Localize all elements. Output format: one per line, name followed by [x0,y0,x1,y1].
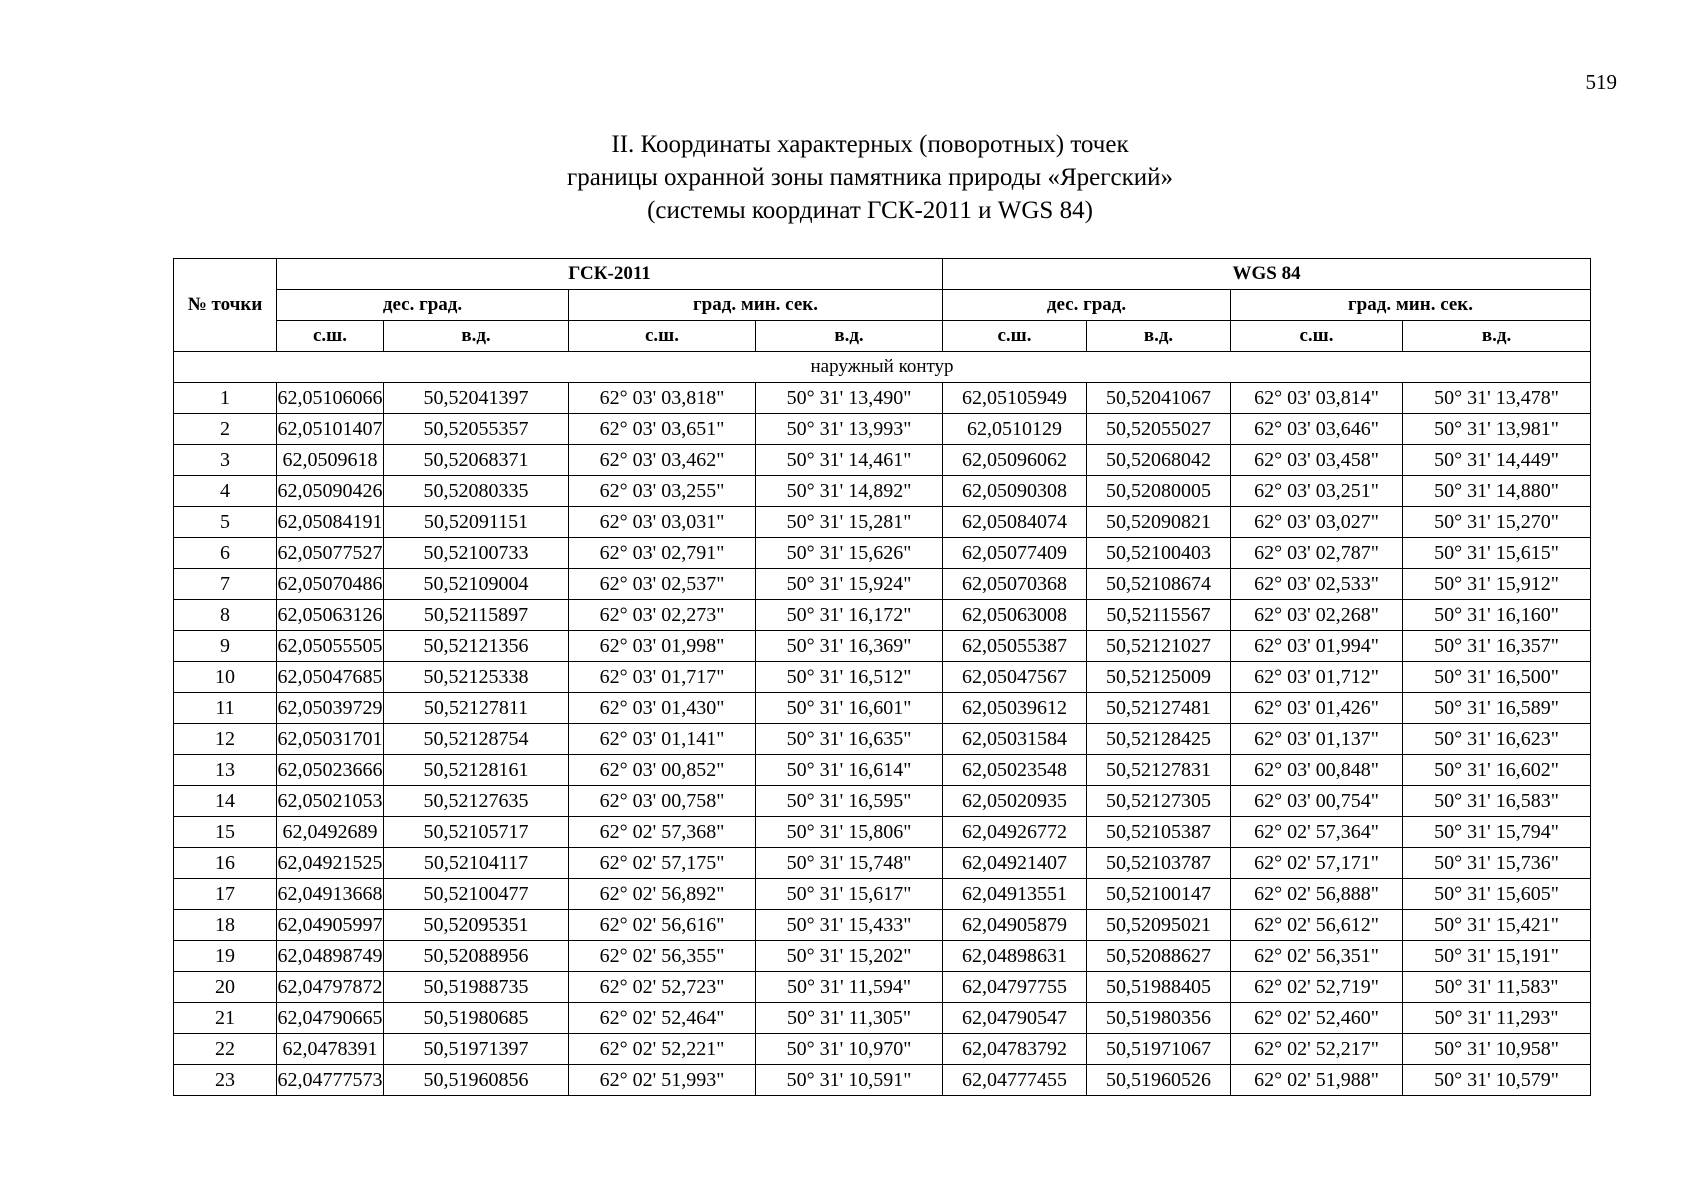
table-row [174,538,1591,569]
cell-wgs-dec-lon: 50,52100403 [1087,538,1231,569]
cell-wgs-dms-lon: 50° 31' 11,293" [1403,1003,1591,1034]
cell-gsk-dec-lon: 50,52128161 [384,755,569,786]
cell-gsk-dms-lon: 50° 31' 15,626" [756,538,943,569]
cell-point-number: 11 [174,693,277,724]
cell-point-number: 22 [174,1034,277,1065]
cell-gsk-dms-lat: 62° 03' 00,852" [569,755,756,786]
cell-wgs-dms-lon: 50° 31' 14,449" [1403,445,1591,476]
cell-wgs-dec-lat: 62,04790547 [943,1003,1087,1034]
cell-gsk-dms-lon: 50° 31' 15,806" [756,817,943,848]
cell-wgs-dec-lat: 62,05077409 [943,538,1087,569]
cell-gsk-dms-lon: 50° 31' 15,748" [756,848,943,879]
cell-wgs-dec-lon: 50,51988405 [1087,972,1231,1003]
cell-wgs-dec-lat: 62,04797755 [943,972,1087,1003]
cell-wgs-dec-lon: 50,52055027 [1087,414,1231,445]
cell-point-number: 17 [174,879,277,910]
cell-gsk-dms-lat: 62° 03' 01,717" [569,662,756,693]
cell-gsk-dec-lon: 50,52115897 [384,600,569,631]
document-title [160,128,1580,227]
cell-point-number: 4 [174,476,277,507]
cell-gsk-dms-lon: 50° 31' 16,512" [756,662,943,693]
cell-gsk-dms-lat: 62° 03' 01,998" [569,631,756,662]
cell-point-number: 18 [174,910,277,941]
cell-wgs-dms-lon: 50° 31' 15,912" [1403,569,1591,600]
cell-wgs-dms-lon: 50° 31' 15,421" [1403,910,1591,941]
cell-gsk-dms-lon: 50° 31' 10,970" [756,1034,943,1065]
table-row [174,972,1591,1003]
cell-gsk-dec-lat: 62,05021053 [277,786,384,817]
cell-wgs-dms-lat: 62° 02' 56,351" [1231,941,1403,972]
cell-gsk-dec-lon: 50,52128754 [384,724,569,755]
cell-wgs-dms-lon: 50° 31' 16,500" [1403,662,1591,693]
header-lat: с.ш. [569,321,756,352]
cell-wgs-dms-lon: 50° 31' 16,160" [1403,600,1591,631]
cell-gsk-dec-lon: 50,52105717 [384,817,569,848]
cell-gsk-dec-lat: 62,05090426 [277,476,384,507]
cell-gsk-dms-lat: 62° 03' 03,818" [569,383,756,414]
cell-gsk-dms-lat: 62° 03' 01,430" [569,693,756,724]
header-gsk-dec-deg: дес. град. [277,290,569,321]
cell-wgs-dms-lat: 62° 02' 51,988" [1231,1065,1403,1096]
cell-wgs-dms-lat: 62° 02' 52,460" [1231,1003,1403,1034]
cell-gsk-dec-lat: 62,05023666 [277,755,384,786]
cell-point-number: 16 [174,848,277,879]
cell-gsk-dms-lat: 62° 02' 57,368" [569,817,756,848]
cell-wgs-dms-lon: 50° 31' 15,191" [1403,941,1591,972]
table-row [174,786,1591,817]
header-gsk-dms: град. мин. сек. [569,290,943,321]
cell-wgs-dms-lon: 50° 31' 13,478" [1403,383,1591,414]
cell-wgs-dec-lon: 50,52041067 [1087,383,1231,414]
cell-point-number: 15 [174,817,277,848]
cell-wgs-dms-lon: 50° 31' 15,270" [1403,507,1591,538]
cell-gsk-dec-lon: 50,52095351 [384,910,569,941]
cell-gsk-dms-lat: 62° 03' 00,758" [569,786,756,817]
cell-wgs-dec-lat: 62,05055387 [943,631,1087,662]
table-header [174,259,1591,352]
cell-gsk-dec-lat: 62,0478391 [277,1034,384,1065]
cell-gsk-dec-lat: 62,04777573 [277,1065,384,1096]
cell-wgs-dec-lon: 50,51971067 [1087,1034,1231,1065]
cell-wgs-dms-lon: 50° 31' 13,981" [1403,414,1591,445]
cell-gsk-dec-lon: 50,52109004 [384,569,569,600]
cell-wgs-dms-lat: 62° 03' 01,137" [1231,724,1403,755]
cell-point-number: 20 [174,972,277,1003]
cell-wgs-dms-lat: 62° 02' 56,888" [1231,879,1403,910]
table-row [174,848,1591,879]
cell-gsk-dec-lon: 50,51980685 [384,1003,569,1034]
cell-gsk-dec-lat: 62,04790665 [277,1003,384,1034]
table-row [174,1034,1591,1065]
cell-wgs-dms-lat: 62° 03' 02,268" [1231,600,1403,631]
cell-gsk-dms-lat: 62° 02' 52,723" [569,972,756,1003]
cell-wgs-dec-lon: 50,52068042 [1087,445,1231,476]
cell-wgs-dec-lat: 62,05070368 [943,569,1087,600]
header-lon: в.д. [1403,321,1591,352]
cell-gsk-dms-lat: 62° 02' 52,221" [569,1034,756,1065]
cell-gsk-dec-lat: 62,05077527 [277,538,384,569]
cell-gsk-dec-lon: 50,52104117 [384,848,569,879]
cell-gsk-dec-lon: 50,52091151 [384,507,569,538]
table-row [174,941,1591,972]
cell-wgs-dms-lat: 62° 03' 02,533" [1231,569,1403,600]
cell-gsk-dec-lat: 62,04921525 [277,848,384,879]
cell-wgs-dms-lat: 62° 03' 03,458" [1231,445,1403,476]
header-system-gsk2011: ГСК-2011 [277,259,943,290]
cell-point-number: 2 [174,414,277,445]
cell-wgs-dms-lon: 50° 31' 14,880" [1403,476,1591,507]
cell-wgs-dec-lat: 62,04783792 [943,1034,1087,1065]
cell-wgs-dec-lat: 62,04921407 [943,848,1087,879]
cell-gsk-dms-lat: 62° 03' 02,791" [569,538,756,569]
cell-gsk-dec-lon: 50,52088956 [384,941,569,972]
cell-gsk-dms-lat: 62° 03' 01,141" [569,724,756,755]
cell-wgs-dec-lat: 62,05020935 [943,786,1087,817]
cell-wgs-dms-lat: 62° 02' 52,719" [1231,972,1403,1003]
header-lat: с.ш. [943,321,1087,352]
cell-wgs-dec-lat: 62,04777455 [943,1065,1087,1096]
cell-gsk-dms-lat: 62° 02' 56,892" [569,879,756,910]
cell-gsk-dec-lat: 62,0509618 [277,445,384,476]
cell-wgs-dms-lon: 50° 31' 15,605" [1403,879,1591,910]
cell-wgs-dec-lon: 50,52103787 [1087,848,1231,879]
cell-wgs-dec-lon: 50,52090821 [1087,507,1231,538]
cell-wgs-dms-lon: 50° 31' 16,602" [1403,755,1591,786]
cell-gsk-dms-lon: 50° 31' 11,305" [756,1003,943,1034]
cell-point-number: 5 [174,507,277,538]
cell-gsk-dms-lon: 50° 31' 16,595" [756,786,943,817]
cell-wgs-dec-lon: 50,52115567 [1087,600,1231,631]
cell-wgs-dms-lon: 50° 31' 16,589" [1403,693,1591,724]
cell-wgs-dms-lon: 50° 31' 16,623" [1403,724,1591,755]
cell-wgs-dec-lat: 62,05096062 [943,445,1087,476]
cell-point-number: 1 [174,383,277,414]
table-row [174,414,1591,445]
cell-wgs-dec-lon: 50,52108674 [1087,569,1231,600]
cell-wgs-dec-lon: 50,52100147 [1087,879,1231,910]
cell-gsk-dms-lon: 50° 31' 15,617" [756,879,943,910]
cell-gsk-dec-lat: 62,05063126 [277,600,384,631]
cell-gsk-dms-lat: 62° 03' 03,031" [569,507,756,538]
cell-wgs-dms-lat: 62° 03' 01,712" [1231,662,1403,693]
cell-wgs-dms-lon: 50° 31' 11,583" [1403,972,1591,1003]
table-row [174,817,1591,848]
cell-wgs-dec-lat: 62,05039612 [943,693,1087,724]
cell-wgs-dms-lat: 62° 03' 03,646" [1231,414,1403,445]
cell-wgs-dms-lon: 50° 31' 16,357" [1403,631,1591,662]
cell-gsk-dms-lon: 50° 31' 14,892" [756,476,943,507]
header-lon: в.д. [1087,321,1231,352]
cell-gsk-dms-lat: 62° 03' 03,651" [569,414,756,445]
cell-gsk-dec-lon: 50,52100477 [384,879,569,910]
cell-wgs-dms-lat: 62° 03' 03,814" [1231,383,1403,414]
table-row [174,693,1591,724]
cell-wgs-dms-lat: 62° 03' 00,848" [1231,755,1403,786]
cell-gsk-dms-lat: 62° 02' 56,355" [569,941,756,972]
cell-wgs-dms-lat: 62° 02' 56,612" [1231,910,1403,941]
cell-wgs-dms-lat: 62° 03' 01,994" [1231,631,1403,662]
header-lon: в.д. [756,321,943,352]
cell-gsk-dec-lon: 50,51988735 [384,972,569,1003]
cell-wgs-dec-lon: 50,52127831 [1087,755,1231,786]
cell-wgs-dec-lat: 62,05047567 [943,662,1087,693]
cell-gsk-dms-lat: 62° 02' 51,993" [569,1065,756,1096]
cell-wgs-dec-lat: 62,05105949 [943,383,1087,414]
cell-wgs-dec-lon: 50,52105387 [1087,817,1231,848]
cell-gsk-dec-lat: 62,05047685 [277,662,384,693]
cell-wgs-dec-lat: 62,05023548 [943,755,1087,786]
cell-wgs-dec-lon: 50,52127481 [1087,693,1231,724]
cell-gsk-dec-lat: 62,05031701 [277,724,384,755]
table-row [174,569,1591,600]
cell-gsk-dms-lon: 50° 31' 16,635" [756,724,943,755]
title-line-3: (системы координат ГСК-2011 и WGS 84) [647,197,1093,224]
header-lat: с.ш. [1231,321,1403,352]
cell-gsk-dec-lon: 50,52100733 [384,538,569,569]
cell-gsk-dec-lon: 50,52127635 [384,786,569,817]
page-number: 519 [1585,70,1617,94]
table-row [174,507,1591,538]
cell-wgs-dms-lat: 62° 03' 03,251" [1231,476,1403,507]
cell-gsk-dec-lat: 62,05070486 [277,569,384,600]
cell-gsk-dms-lon: 50° 31' 16,601" [756,693,943,724]
cell-wgs-dec-lon: 50,51980356 [1087,1003,1231,1034]
cell-gsk-dec-lat: 62,05039729 [277,693,384,724]
cell-wgs-dms-lat: 62° 02' 57,364" [1231,817,1403,848]
table-row [174,662,1591,693]
cell-gsk-dec-lat: 62,04913668 [277,879,384,910]
cell-wgs-dec-lat: 62,05090308 [943,476,1087,507]
cell-wgs-dms-lon: 50° 31' 15,615" [1403,538,1591,569]
cell-point-number: 12 [174,724,277,755]
cell-point-number: 9 [174,631,277,662]
cell-wgs-dec-lat: 62,04898631 [943,941,1087,972]
cell-gsk-dec-lon: 50,52125338 [384,662,569,693]
cell-gsk-dms-lon: 50° 31' 11,594" [756,972,943,1003]
header-wgs-dec-deg: дес. град. [943,290,1231,321]
table-row [174,600,1591,631]
cell-gsk-dec-lon: 50,52121356 [384,631,569,662]
header-wgs-dms: град. мин. сек. [1231,290,1591,321]
cell-gsk-dms-lon: 50° 31' 15,924" [756,569,943,600]
cell-wgs-dec-lat: 62,05031584 [943,724,1087,755]
cell-wgs-dec-lon: 50,51960526 [1087,1065,1231,1096]
cell-wgs-dec-lat: 62,05084074 [943,507,1087,538]
table-row [174,383,1591,414]
cell-gsk-dms-lat: 62° 02' 57,175" [569,848,756,879]
cell-gsk-dec-lat: 62,04797872 [277,972,384,1003]
cell-gsk-dec-lon: 50,52055357 [384,414,569,445]
cell-wgs-dms-lat: 62° 02' 57,171" [1231,848,1403,879]
cell-wgs-dms-lat: 62° 03' 01,426" [1231,693,1403,724]
cell-wgs-dms-lon: 50° 31' 16,583" [1403,786,1591,817]
cell-gsk-dec-lat: 62,05084191 [277,507,384,538]
cell-gsk-dec-lat: 62,05106066 [277,383,384,414]
coordinates-table [173,258,1591,1096]
table-body [174,352,1591,1096]
cell-gsk-dec-lat: 62,05101407 [277,414,384,445]
title-line-2: границы охранной зоны памятника природы «Ярегский» [567,164,1173,191]
cell-gsk-dec-lon: 50,52080335 [384,476,569,507]
section-label: наружный контур [174,352,1591,383]
cell-point-number: 10 [174,662,277,693]
cell-gsk-dms-lat: 62° 02' 52,464" [569,1003,756,1034]
cell-gsk-dms-lat: 62° 03' 02,537" [569,569,756,600]
cell-gsk-dms-lat: 62° 03' 03,462" [569,445,756,476]
cell-wgs-dec-lon: 50,52125009 [1087,662,1231,693]
cell-gsk-dms-lon: 50° 31' 15,433" [756,910,943,941]
header-lat: с.ш. [277,321,384,352]
cell-wgs-dms-lat: 62° 02' 52,217" [1231,1034,1403,1065]
cell-wgs-dec-lat: 62,04926772 [943,817,1087,848]
cell-wgs-dms-lon: 50° 31' 15,736" [1403,848,1591,879]
cell-point-number: 8 [174,600,277,631]
cell-wgs-dec-lon: 50,52088627 [1087,941,1231,972]
cell-wgs-dec-lon: 50,52128425 [1087,724,1231,755]
table-row [174,910,1591,941]
table-row [174,1065,1591,1096]
cell-gsk-dms-lon: 50° 31' 15,202" [756,941,943,972]
cell-point-number: 14 [174,786,277,817]
cell-gsk-dec-lat: 62,0492689 [277,817,384,848]
header-point-number: № точки [174,259,277,352]
header-system-wgs84: WGS 84 [943,259,1591,290]
title-line-1: II. Координаты характерных (поворотных) точек [611,131,1129,158]
table-row [174,631,1591,662]
table-row [174,445,1591,476]
table-row [174,1003,1591,1034]
table-row [174,476,1591,507]
cell-gsk-dec-lat: 62,04905997 [277,910,384,941]
cell-wgs-dec-lon: 50,52121027 [1087,631,1231,662]
cell-gsk-dms-lon: 50° 31' 16,614" [756,755,943,786]
cell-gsk-dms-lat: 62° 03' 02,273" [569,600,756,631]
cell-wgs-dec-lat: 62,04905879 [943,910,1087,941]
cell-point-number: 6 [174,538,277,569]
cell-point-number: 19 [174,941,277,972]
cell-wgs-dec-lon: 50,52127305 [1087,786,1231,817]
cell-wgs-dec-lat: 62,04913551 [943,879,1087,910]
cell-point-number: 7 [174,569,277,600]
cell-point-number: 3 [174,445,277,476]
table-row [174,724,1591,755]
cell-wgs-dms-lon: 50° 31' 10,579" [1403,1065,1591,1096]
cell-wgs-dec-lon: 50,52095021 [1087,910,1231,941]
cell-wgs-dms-lat: 62° 03' 02,787" [1231,538,1403,569]
cell-wgs-dms-lon: 50° 31' 15,794" [1403,817,1591,848]
cell-gsk-dec-lon: 50,52041397 [384,383,569,414]
cell-wgs-dms-lon: 50° 31' 10,958" [1403,1034,1591,1065]
cell-gsk-dms-lon: 50° 31' 13,490" [756,383,943,414]
table-row [174,879,1591,910]
cell-wgs-dec-lat: 62,0510129 [943,414,1087,445]
cell-gsk-dms-lon: 50° 31' 10,591" [756,1065,943,1096]
section-row [174,352,1591,383]
cell-gsk-dms-lon: 50° 31' 16,369" [756,631,943,662]
cell-gsk-dec-lon: 50,51960856 [384,1065,569,1096]
cell-wgs-dec-lon: 50,52080005 [1087,476,1231,507]
cell-wgs-dec-lat: 62,05063008 [943,600,1087,631]
cell-gsk-dms-lon: 50° 31' 16,172" [756,600,943,631]
table-row [174,755,1591,786]
cell-gsk-dms-lat: 62° 03' 03,255" [569,476,756,507]
cell-gsk-dec-lat: 62,05055505 [277,631,384,662]
cell-gsk-dec-lon: 50,52068371 [384,445,569,476]
cell-point-number: 23 [174,1065,277,1096]
cell-point-number: 21 [174,1003,277,1034]
cell-gsk-dms-lon: 50° 31' 15,281" [756,507,943,538]
cell-wgs-dms-lat: 62° 03' 00,754" [1231,786,1403,817]
header-lon: в.д. [384,321,569,352]
cell-gsk-dms-lon: 50° 31' 14,461" [756,445,943,476]
cell-gsk-dec-lon: 50,51971397 [384,1034,569,1065]
cell-gsk-dec-lat: 62,04898749 [277,941,384,972]
cell-gsk-dms-lat: 62° 02' 56,616" [569,910,756,941]
cell-point-number: 13 [174,755,277,786]
cell-gsk-dms-lon: 50° 31' 13,993" [756,414,943,445]
cell-wgs-dms-lat: 62° 03' 03,027" [1231,507,1403,538]
cell-gsk-dec-lon: 50,52127811 [384,693,569,724]
